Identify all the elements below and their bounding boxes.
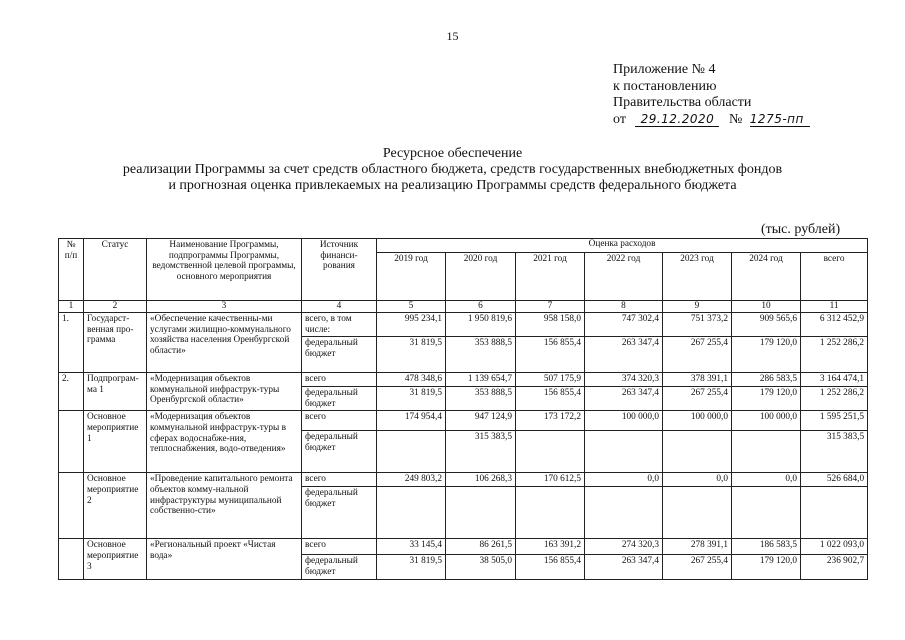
- table-row: [59, 373, 868, 387]
- value-2023: 267 255,4: [663, 387, 732, 411]
- row-number: [59, 411, 84, 473]
- value-total: [801, 487, 868, 539]
- header-total: всего: [801, 253, 868, 301]
- value-2021: 173 172,2: [516, 411, 585, 431]
- title-line-2: реализации Программы за счет средств областного бюджета, средств государственных внебюджетных фондов: [122, 162, 783, 177]
- value-2022: 274 320,3: [585, 539, 663, 555]
- value-total: 1 252 286,2: [801, 337, 868, 373]
- value-2020: 1 139 654,7: [446, 373, 516, 387]
- column-index: 7: [516, 301, 585, 313]
- title-line-3: и прогнозная оценка привлекаемых на реализацию Программы средств федерального бюджета: [168, 178, 737, 193]
- row-status: Подпрограм-ма 1: [84, 373, 147, 411]
- header-status: Статус: [84, 239, 147, 301]
- value-2020: 353 888,5: [446, 337, 516, 373]
- value-2024: 909 565,6: [732, 313, 801, 337]
- row-source: федеральный бюджет: [302, 555, 377, 579]
- value-2019: 31 819,5: [377, 387, 446, 411]
- value-2023: 0,0: [663, 473, 732, 487]
- value-total: 1 252 286,2: [801, 387, 868, 411]
- value-2024: [732, 431, 801, 473]
- column-index: 9: [663, 301, 732, 313]
- row-status: Основное мероприятие 3: [84, 539, 147, 579]
- row-name: «Модернизация объектов коммунальной инфраструк-туры в сферах водоснабже-ния, теплоснабжения, водо-отведения»: [147, 411, 302, 473]
- row-number: 2.: [59, 373, 84, 411]
- row-number: [59, 473, 84, 539]
- value-2019: [377, 431, 446, 473]
- row-source: федеральный бюджет: [302, 431, 377, 473]
- value-2020: 86 261,5: [446, 539, 516, 555]
- header-year-2023: 2023 год: [663, 253, 732, 301]
- value-2021: 163 391,2: [516, 539, 585, 555]
- value-2021: 156 855,4: [516, 555, 585, 579]
- value-2023: [663, 487, 732, 539]
- row-number: 1.: [59, 313, 84, 373]
- value-2021: 156 855,4: [516, 387, 585, 411]
- value-2024: 179 120,0: [732, 387, 801, 411]
- appendix-line-2: к постановлению: [613, 78, 717, 94]
- value-total: 3 164 474,1: [801, 373, 868, 387]
- value-2021: [516, 431, 585, 473]
- value-2019: 31 819,5: [377, 337, 446, 373]
- value-2023: 100 000,0: [663, 411, 732, 431]
- table-row: [59, 539, 868, 555]
- value-2024: 179 120,0: [732, 337, 801, 373]
- value-2022: [585, 487, 663, 539]
- header-name: Наименование Программы, подпрограммы Программы, ведомственной целевой программы, основного мероприятия: [147, 239, 302, 301]
- table-row: [59, 411, 868, 431]
- page-number: 15: [446, 29, 459, 43]
- value-2019: 174 954,4: [377, 411, 446, 431]
- value-2023: 378 391,1: [663, 373, 732, 387]
- value-2023: 267 255,4: [663, 555, 732, 579]
- value-2022: [585, 431, 663, 473]
- header-estimate: Оценка расходов: [377, 239, 868, 253]
- value-2023: 278 391,1: [663, 539, 732, 555]
- value-2021: 958 158,0: [516, 313, 585, 337]
- from-label: от: [613, 111, 626, 127]
- row-source: всего: [302, 539, 377, 555]
- value-2022: 263 347,4: [585, 337, 663, 373]
- row-source: федеральный бюджет: [302, 487, 377, 539]
- appendix-line-4: [613, 112, 810, 129]
- value-2022: 263 347,4: [585, 555, 663, 579]
- value-2020: [446, 487, 516, 539]
- header-source: Источник финанси-рования: [302, 239, 377, 301]
- value-2022: 263 347,4: [585, 387, 663, 411]
- row-name: «Модернизация объектов коммунальной инфраструк-туры Оренбургской области»: [147, 373, 302, 411]
- row-source: федеральный бюджет: [302, 337, 377, 373]
- value-2020: 353 888,5: [446, 387, 516, 411]
- row-source: всего: [302, 473, 377, 487]
- value-2024: 0,0: [732, 473, 801, 487]
- value-2019: 478 348,6: [377, 373, 446, 387]
- column-index: 6: [446, 301, 516, 313]
- value-2022: 747 302,4: [585, 313, 663, 337]
- decree-number: 1275-пп: [750, 112, 810, 127]
- appendix-line-3: Правительства области: [613, 95, 752, 110]
- row-source: федеральный бюджет: [302, 387, 377, 411]
- value-2020: 106 268,3: [446, 473, 516, 487]
- document-title: [0, 146, 905, 194]
- value-2024: 186 583,5: [732, 539, 801, 555]
- row-source: всего: [302, 411, 377, 431]
- value-2023: [663, 431, 732, 473]
- column-index: 10: [732, 301, 801, 313]
- value-2022: 100 000,0: [585, 411, 663, 431]
- value-total: 1 022 093,0: [801, 539, 868, 555]
- column-index: 8: [585, 301, 663, 313]
- value-2021: 507 175,9: [516, 373, 585, 387]
- value-total: 236 902,7: [801, 555, 868, 579]
- value-2024: 286 583,5: [732, 373, 801, 387]
- value-2019: [377, 487, 446, 539]
- resource-table: [58, 238, 868, 580]
- value-2019: 31 819,5: [377, 555, 446, 579]
- value-2021: 156 855,4: [516, 337, 585, 373]
- row-status: Основное мероприятие 2: [84, 473, 147, 539]
- row-name: «Обеспечение качественны-ми услугами жилищно-коммунального хозяйства населения Оренбургской области»: [147, 313, 302, 373]
- value-2021: 170 612,5: [516, 473, 585, 487]
- value-2020: 38 505,0: [446, 555, 516, 579]
- title-line-1: Ресурсное обеспечение: [382, 146, 523, 161]
- value-2019: 33 145,4: [377, 539, 446, 555]
- column-index: 4: [302, 301, 377, 313]
- row-number: [59, 539, 84, 579]
- value-total: 526 684,0: [801, 473, 868, 487]
- value-2020: 1 950 819,6: [446, 313, 516, 337]
- table-row: [59, 313, 868, 337]
- number-label: №: [728, 111, 743, 127]
- value-2024: [732, 487, 801, 539]
- row-source: всего, в том числе:: [302, 313, 377, 337]
- header-year-2019: 2019 год: [377, 253, 446, 301]
- value-2022: 374 320,3: [585, 373, 663, 387]
- appendix-block: [613, 62, 810, 128]
- header-year-2022: 2022 год: [585, 253, 663, 301]
- row-source: всего: [302, 373, 377, 387]
- row-name: «Проведение капитального ремонта объектов комму-нальной инфраструктуры муниципальной собственно-сти»: [147, 473, 302, 539]
- column-index: 11: [801, 301, 868, 313]
- value-2024: 179 120,0: [732, 555, 801, 579]
- value-2021: [516, 487, 585, 539]
- row-name: «Региональный проект «Чистая вода»: [147, 539, 302, 579]
- value-2023: 751 373,2: [663, 313, 732, 337]
- header-year-2024: 2024 год: [732, 253, 801, 301]
- value-2020: 947 124,9: [446, 411, 516, 431]
- header-year-2021: 2021 год: [516, 253, 585, 301]
- row-status: Государст-венная про-грамма: [84, 313, 147, 373]
- column-index-row: [59, 301, 868, 313]
- row-status: Основное мероприятие 1: [84, 411, 147, 473]
- value-2024: 100 000,0: [732, 411, 801, 431]
- decree-date: 29.12.2020: [635, 112, 719, 127]
- value-2022: 0,0: [585, 473, 663, 487]
- column-index: 5: [377, 301, 446, 313]
- value-total: 1 595 251,5: [801, 411, 868, 431]
- units-label: (тыс. рублей): [761, 222, 841, 237]
- value-2020: 315 383,5: [446, 431, 516, 473]
- header-no: № п/п: [59, 239, 84, 301]
- table-row: [59, 473, 868, 487]
- header-year-2020: 2020 год: [446, 253, 516, 301]
- column-index: 1: [59, 301, 84, 313]
- value-total: 6 312 452,9: [801, 313, 868, 337]
- value-2023: 267 255,4: [663, 337, 732, 373]
- column-index: 2: [84, 301, 147, 313]
- value-2019: 249 803,2: [377, 473, 446, 487]
- appendix-line-1: Приложение № 4: [613, 62, 716, 77]
- column-index: 3: [147, 301, 302, 313]
- value-total: 315 383,5: [801, 431, 868, 473]
- value-2019: 995 234,1: [377, 313, 446, 337]
